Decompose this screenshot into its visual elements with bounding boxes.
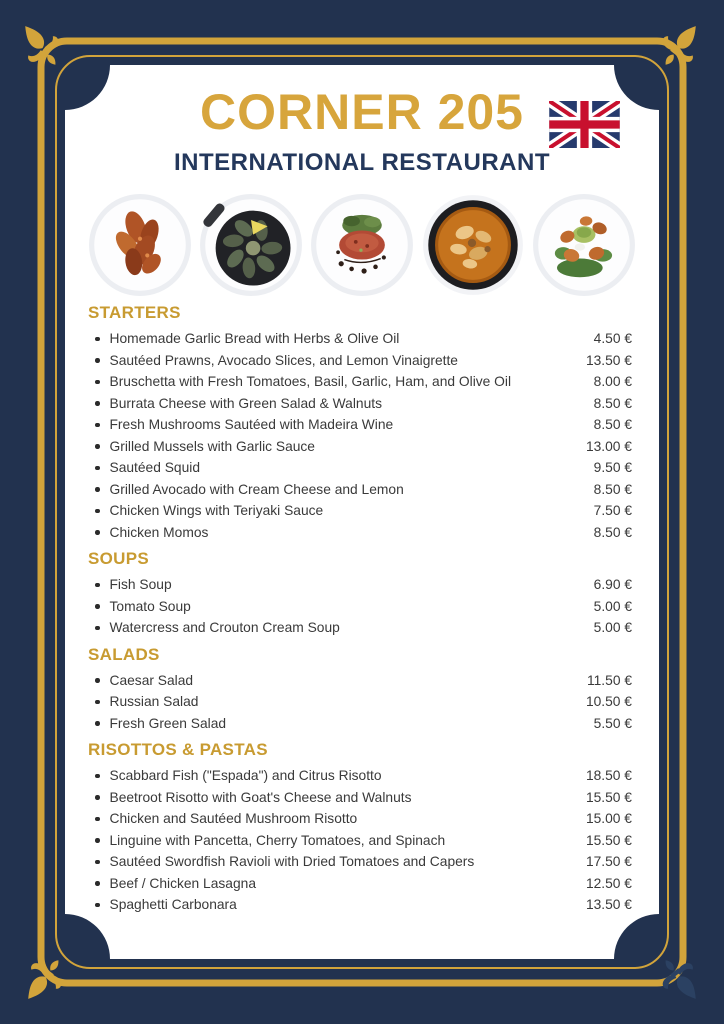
menu-item-price: 4.50 €	[593, 331, 632, 347]
menu-item-price: 8.50 €	[593, 395, 632, 411]
menu-item-price: 5.00 €	[593, 620, 632, 636]
menu-item-label: Scabbard Fish ("Espada") and Citrus Risotto	[109, 768, 382, 784]
menu-item-row	[88, 479, 632, 501]
bullet-icon	[95, 795, 100, 800]
bullet-icon	[95, 337, 100, 342]
menu-item-row	[88, 371, 632, 393]
menu-item-label: Sautéed Prawns, Avocado Slices, and Lemon Vinaigrette	[109, 352, 458, 368]
menu-list	[65, 303, 659, 916]
menu-item-price: 12.50 €	[585, 875, 632, 891]
bullet-icon	[95, 401, 100, 406]
bullet-icon	[95, 700, 100, 705]
menu-item-label: Beetroot Risotto with Goat's Cheese and Walnuts	[109, 789, 412, 805]
menu-page	[65, 65, 659, 959]
menu-item-price: 8.00 €	[593, 374, 632, 390]
menu-item-price: 8.50 €	[593, 524, 632, 540]
bullet-icon	[95, 423, 100, 428]
menu-item-row	[88, 617, 632, 639]
photo-mussels-pan	[199, 193, 303, 297]
bullet-icon	[95, 860, 100, 865]
photo-chicken-wings-plate	[88, 193, 192, 297]
photo-bruschetta-plate	[310, 193, 414, 297]
menu-item-row	[88, 830, 632, 852]
photo-prawn-avocado-salad-plate	[532, 193, 636, 297]
bullet-icon	[95, 444, 100, 449]
menu-item-row	[88, 851, 632, 873]
bullet-icon	[95, 678, 100, 683]
menu-item-row	[88, 765, 632, 787]
bullet-icon	[95, 604, 100, 609]
menu-item-row	[88, 596, 632, 618]
menu-item-label: Fresh Mushrooms Sautéed with Madeira Wine	[109, 417, 394, 433]
bullet-icon	[95, 380, 100, 385]
menu-item-price: 7.50 €	[593, 503, 632, 519]
menu-item-label: Grilled Avocado with Cream Cheese and Lemon	[109, 481, 404, 497]
menu-item-price: 9.50 €	[593, 460, 632, 476]
bullet-icon	[95, 530, 100, 535]
menu-item-label: Chicken Wings with Teriyaki Sauce	[109, 503, 324, 519]
menu-item-label: Chicken Momos	[109, 524, 209, 540]
menu-item-label: Watercress and Crouton Cream Soup	[109, 620, 340, 636]
menu-item-label: Fish Soup	[109, 577, 172, 593]
bullet-icon	[95, 721, 100, 726]
page-title: CORNER 205	[200, 84, 524, 140]
section-title-soups: SOUPS	[88, 549, 150, 568]
menu-item-label: Burrata Cheese with Green Salad & Walnuts	[109, 395, 382, 411]
bullet-icon	[95, 358, 100, 363]
food-photos-row	[65, 193, 659, 297]
menu-item-row	[88, 328, 632, 350]
menu-item-label: Sautéed Swordfish Ravioli with Dried Tomatoes and Capers	[109, 854, 475, 870]
section-title-starters: STARTERS	[88, 303, 181, 322]
menu-item-row	[88, 522, 632, 544]
menu-item-row	[88, 574, 632, 596]
menu-item-row	[88, 894, 632, 916]
menu-item-label: Grilled Mussels with Garlic Sauce	[109, 438, 315, 454]
menu-item-price: 5.50 €	[593, 715, 632, 731]
menu-item-label: Linguine with Pancetta, Cherry Tomatoes, and Spinach	[109, 832, 446, 848]
bullet-icon	[95, 466, 100, 471]
bullet-icon	[95, 817, 100, 822]
page-subtitle: INTERNATIONAL RESTAURANT	[174, 149, 550, 176]
menu-item-price: 11.50 €	[586, 672, 632, 688]
menu-item-row	[88, 713, 632, 735]
photo-seafood-curry-pan	[421, 193, 525, 297]
menu-item-row	[88, 808, 632, 830]
bullet-icon	[95, 903, 100, 908]
menu-item-price: 13.50 €	[585, 352, 632, 368]
menu-item-price: 15.50 €	[585, 789, 632, 805]
menu-item-price: 6.90 €	[593, 577, 632, 593]
section-title-salads: SALADS	[88, 644, 160, 664]
menu-item-label: Beef / Chicken Lasagna	[109, 875, 256, 891]
bullet-icon	[95, 509, 100, 514]
menu-item-row	[88, 500, 632, 522]
menu-item-label: Bruschetta with Fresh Tomatoes, Basil, Garlic, Ham, and Olive Oil	[109, 374, 512, 390]
menu-item-price: 8.50 €	[593, 481, 632, 497]
menu-item-label: Fresh Green Salad	[109, 715, 227, 731]
menu-item-price: 15.00 €	[585, 811, 632, 827]
menu-item-price: 18.50 €	[585, 768, 632, 784]
menu-item-label: Caesar Salad	[109, 672, 194, 688]
menu-item-price: 13.50 €	[585, 897, 632, 913]
menu-item-row	[88, 691, 632, 713]
united-kingdom-flag-icon	[549, 101, 620, 148]
section-title-risottos-pastas: RISOTTOS & PASTAS	[88, 740, 268, 759]
menu-item-row	[88, 670, 632, 692]
bullet-icon	[95, 838, 100, 843]
menu-item-row	[88, 436, 632, 458]
menu-item-label: Tomato Soup	[109, 598, 191, 614]
menu-item-price: 5.00 €	[593, 598, 632, 614]
menu-item-label: Russian Salad	[109, 694, 199, 710]
bullet-icon	[95, 774, 100, 779]
bullet-icon	[95, 487, 100, 492]
menu-item-label: Homemade Garlic Bread with Herbs & Olive Oil	[109, 331, 400, 347]
menu-item-row	[88, 457, 632, 479]
menu-item-row	[88, 393, 632, 415]
menu-item-label: Sautéed Squid	[109, 460, 201, 476]
menu-item-price: 13.00 €	[585, 438, 632, 454]
menu-item-price: 8.50 €	[593, 417, 632, 433]
menu-item-label: Spaghetti Carbonara	[109, 897, 237, 913]
menu-item-row	[88, 873, 632, 895]
bullet-icon	[95, 626, 100, 631]
menu-item-price: 10.50 €	[585, 694, 632, 710]
menu-item-price: 17.50 €	[585, 854, 632, 870]
menu-item-label: Chicken and Sautéed Mushroom Risotto	[109, 811, 358, 827]
bullet-icon	[95, 881, 100, 886]
bullet-icon	[95, 583, 100, 588]
menu-item-price: 15.50 €	[585, 832, 632, 848]
menu-item-row	[88, 414, 632, 436]
menu-item-row	[88, 787, 632, 809]
menu-item-row	[88, 350, 632, 372]
